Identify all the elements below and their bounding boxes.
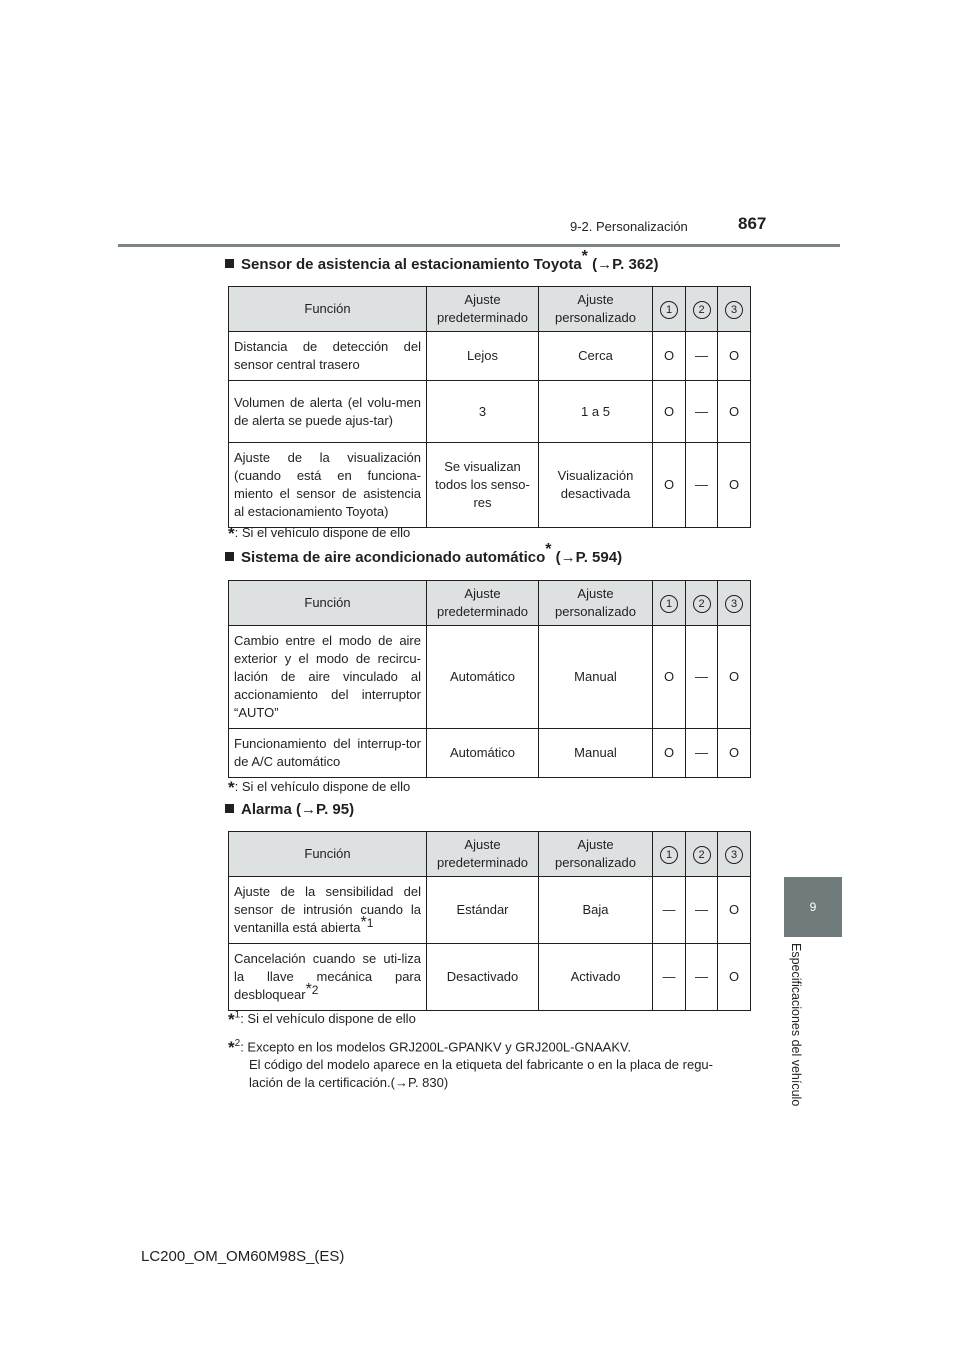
- column-header: Función: [229, 832, 427, 877]
- settings-table-climate: [228, 580, 751, 778]
- cell-funcion: Volumen de alerta (el volu-men de alerta se puede ajus-tar): [229, 381, 427, 443]
- cell-custom: Manual: [539, 729, 653, 778]
- cell-funcion: Cancelación cuando se uti-liza la llave mecánica para desbloquear$^{*2}$: [229, 944, 427, 1011]
- footnote: *$^2$: Excepto en los modelos GRJ200L-GPANKV y GRJ200L-GNAAKV. El código del modelo aparece en la etiqueta del fabricante o en la placa de regu- lación de la certificación.(→P. 830): [228, 1038, 713, 1091]
- cell-mode: O: [718, 381, 751, 443]
- cell-mode: —: [686, 729, 718, 778]
- square-bullet-icon: [225, 804, 234, 813]
- cell-default: Lejos: [427, 332, 539, 381]
- cell-mode: O: [718, 443, 751, 528]
- table-row: [229, 443, 751, 528]
- square-bullet-icon: [225, 552, 234, 561]
- cell-default: Se visualizan todos los senso-res: [427, 443, 539, 528]
- cell-default: Automático: [427, 729, 539, 778]
- cell-funcion: Funcionamiento del interrup-tor de A/C automático: [229, 729, 427, 778]
- column-header: Ajuste predeterminado: [427, 581, 539, 626]
- header-divider: [118, 244, 840, 247]
- cell-mode: O: [653, 626, 686, 729]
- column-header: Ajuste predeterminado: [427, 832, 539, 877]
- cell-custom: Visualización desactivada: [539, 443, 653, 528]
- asterisk-mark: *: [228, 1038, 235, 1058]
- column-header: [686, 832, 718, 877]
- column-header: Ajuste personalizado: [539, 287, 653, 332]
- document-code: LC200_OM_OM60M98S_(ES): [141, 1248, 345, 1265]
- cell-mode: O: [718, 944, 751, 1011]
- section-title-parking-sensor: Sensor de asistencia al estacionamiento Toyota* (→P. 362): [225, 256, 659, 273]
- table-header-row: [229, 581, 751, 626]
- cell-default: 3: [427, 381, 539, 443]
- circled-number-icon: 1: [660, 301, 678, 319]
- circled-number-icon: 2: [693, 846, 711, 864]
- table-row: [229, 877, 751, 944]
- chapter-number: 9: [809, 900, 817, 914]
- circled-number-icon: 3: [725, 846, 743, 864]
- cell-mode: —: [686, 626, 718, 729]
- cell-mode: O: [718, 626, 751, 729]
- circled-number-icon: 1: [660, 595, 678, 613]
- column-header: [653, 832, 686, 877]
- square-bullet-icon: [225, 259, 234, 268]
- cell-mode: —: [686, 332, 718, 381]
- footnote: *: Si el vehículo dispone de ello: [228, 524, 411, 543]
- column-header: [718, 832, 751, 877]
- circled-number-icon: 2: [693, 595, 711, 613]
- cell-mode: O: [653, 729, 686, 778]
- column-header: [718, 581, 751, 626]
- circled-number-icon: 1: [660, 846, 678, 864]
- asterisk-mark: *: [228, 778, 235, 797]
- page-number: 867: [738, 214, 767, 233]
- cell-mode: O: [653, 332, 686, 381]
- cell-funcion: Ajuste de la visualización (cuando está en funciona-miento el sensor de asistencia al estacionamiento Toyota): [229, 443, 427, 528]
- cell-mode: O: [718, 729, 751, 778]
- cell-mode: —: [686, 443, 718, 528]
- cell-custom: Manual: [539, 626, 653, 729]
- asterisk-mark: *: [228, 524, 235, 543]
- cell-default: Estándar: [427, 877, 539, 944]
- section-heading: 9-2. Personalización: [570, 219, 688, 234]
- column-header: [686, 581, 718, 626]
- chapter-title: Especificaciones del vehículo: [789, 943, 803, 1107]
- cell-funcion: Distancia de detección del sensor central trasero: [229, 332, 427, 381]
- column-header: Función: [229, 581, 427, 626]
- cell-mode: O: [718, 877, 751, 944]
- circled-number-icon: 3: [725, 301, 743, 319]
- table-row: [229, 944, 751, 1011]
- column-header: [686, 287, 718, 332]
- table-header-row: [229, 287, 751, 332]
- column-header: [653, 287, 686, 332]
- column-header: Ajuste predeterminado: [427, 287, 539, 332]
- cell-mode: O: [718, 332, 751, 381]
- circled-number-icon: 2: [693, 301, 711, 319]
- table-row: [229, 381, 751, 443]
- section-title-alarm: Alarma (→P. 95): [225, 801, 354, 818]
- chapter-label: [789, 943, 809, 1118]
- settings-table-parking-sensor: [228, 286, 751, 528]
- footnote: *$^1$: Si el vehículo dispone de ello: [228, 1009, 416, 1029]
- circled-number-icon: 3: [725, 595, 743, 613]
- cell-custom: Activado: [539, 944, 653, 1011]
- asterisk-mark: *: [228, 1010, 235, 1029]
- settings-table-alarm: [228, 831, 751, 1011]
- column-header: Función: [229, 287, 427, 332]
- cell-default: Desactivado: [427, 944, 539, 1011]
- cell-mode: O: [653, 381, 686, 443]
- cell-funcion: Cambio entre el modo de aire exterior y el modo de recircu-lación de aire vinculado al accionamiento del interruptor “AUTO”: [229, 626, 427, 729]
- section-title-climate: Sistema de aire acondicionado automático* (→P. 594): [225, 549, 622, 566]
- table-header-row: [229, 832, 751, 877]
- cell-custom: 1 a 5: [539, 381, 653, 443]
- cell-custom: Cerca: [539, 332, 653, 381]
- table-row: [229, 332, 751, 381]
- cell-mode: O: [653, 443, 686, 528]
- chapter-tab: [784, 877, 842, 937]
- cell-mode: —: [686, 944, 718, 1011]
- cell-mode: —: [686, 381, 718, 443]
- table-row: [229, 729, 751, 778]
- column-header: [718, 287, 751, 332]
- cell-mode: —: [653, 877, 686, 944]
- cell-default: Automático: [427, 626, 539, 729]
- column-header: Ajuste personalizado: [539, 832, 653, 877]
- column-header: Ajuste personalizado: [539, 581, 653, 626]
- cell-custom: Baja: [539, 877, 653, 944]
- table-row: [229, 626, 751, 729]
- cell-mode: —: [653, 944, 686, 1011]
- column-header: [653, 581, 686, 626]
- cell-funcion: Ajuste de la sensibilidad del sensor de intrusión cuando la ventanilla está abierta$^{*1}$: [229, 877, 427, 944]
- cell-mode: —: [686, 877, 718, 944]
- footnote: *: Si el vehículo dispone de ello: [228, 778, 411, 797]
